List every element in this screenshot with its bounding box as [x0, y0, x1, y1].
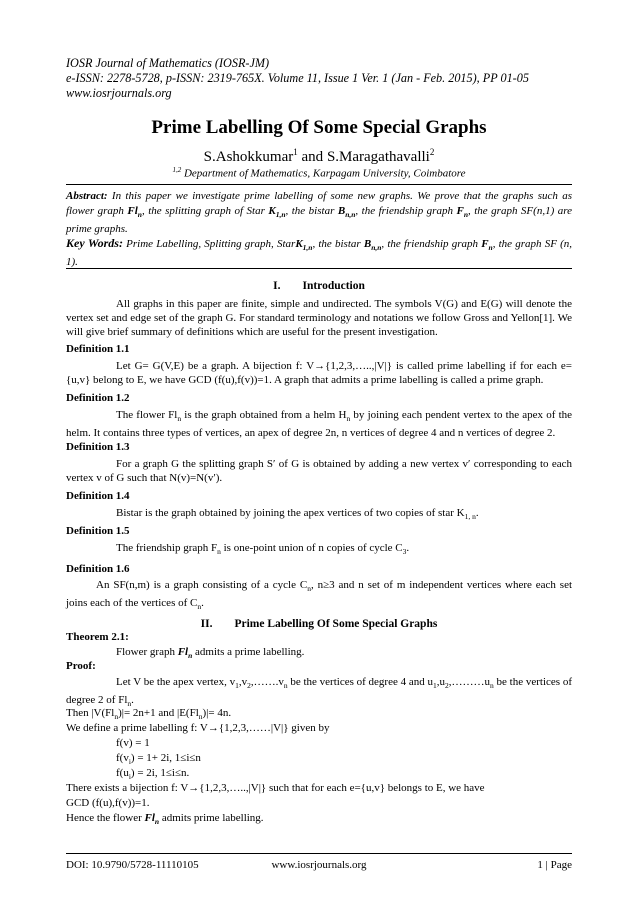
def-1-2-label: Definition 1.2	[66, 392, 130, 404]
abstract-text-4: , the friendship graph	[355, 205, 457, 217]
def-1-1-text: Let G= G(V,E) be a graph. A bijection f: V→{1,2,3,…..,|V|} is called prime labelling if for each e={u,v} belong to E, we have GCD (f(u),f(v))=1. A graph that admits a prime labelling is called a prime graph.	[66, 360, 572, 386]
abstract-bottom-rule	[66, 268, 572, 269]
def-1-5-b: is one-point union of n copies of cycle C	[220, 542, 403, 554]
kw-sym-friendship: $F_n$	[481, 238, 493, 253]
def-1-2-sub2: n	[346, 414, 351, 424]
author-2: S.Maragathavalli	[326, 149, 430, 165]
abstract-top-rule	[66, 184, 572, 185]
abstract-text-2: , the splitting graph of Star	[141, 205, 269, 217]
authors	[0, 147, 638, 166]
section-1-heading	[0, 280, 638, 292]
def-1-5-label: Definition 1.5	[66, 525, 130, 537]
keywords-text-1: Prime Labelling, Splitting graph, Star	[122, 238, 296, 250]
section-1-title: Introduction	[302, 280, 365, 292]
def-1-5-a: The friendship graph F	[116, 542, 218, 554]
abstract-text-1: In this paper we investigate prime labelling of some new graphs. We prove that the graphs such as flower graph	[66, 190, 572, 217]
def-1-6-label: Definition 1.6	[66, 563, 130, 575]
section-2-heading	[0, 618, 638, 630]
concl-sym-flower: $Fl_n$	[144, 812, 160, 827]
def-1-4-sub: 1, n	[464, 512, 476, 522]
def-1-6-sub2: n	[197, 602, 202, 612]
def-1-2-text	[66, 408, 572, 440]
intro-paragraph: All graphs in this paper are finite, simple and undirected. The symbols V(G) and E(G) will denote the vertex set and edge set of the graph G. For standard terminology and notations we follow Gross and Yellon[1]. We will give brief summary of definitions which are useful for the present investigation.	[66, 298, 572, 338]
keywords-text-4: , the graph SF (n, 1).	[66, 238, 572, 269]
abstract	[66, 189, 572, 237]
section-1-number: I.	[273, 280, 281, 292]
def-1-2-b: is the graph obtained from a helm H	[181, 409, 347, 421]
proof-bijection: There exists a bijection f: V→{1,2,3,…..,|V|} such that for each e={u,v} belongs to E, we have	[66, 782, 485, 794]
def-1-4-a: Bistar is the graph obtained by joining the apex vertices of two copies of star K	[116, 507, 465, 519]
footer-url: www.iosrjournals.org	[271, 859, 367, 871]
theorem-label: Theorem 2.1:	[66, 631, 129, 643]
theorem-stmt-b: admits a prime labelling.	[192, 646, 305, 658]
section-2-title: Prime Labelling Of Some Special Graphs	[234, 618, 438, 630]
section-2-number: II.	[200, 618, 213, 630]
theorem-stmt-a: Flower graph	[116, 646, 178, 658]
proof-define: We define a prime labelling f: V→{1,2,3,……|V|} given by	[66, 722, 330, 734]
paper-title: Prime Labelling Of Some Special Graphs	[151, 117, 487, 138]
keywords-text-2: , the bistar	[312, 238, 364, 250]
abstract-text-5: , the graph SF(n,1) are prime graphs.	[66, 205, 572, 236]
proof-label: Proof:	[66, 660, 96, 672]
sym-friendship: $F_n$	[456, 205, 468, 220]
abstract-text-3: , the bistar	[285, 205, 338, 217]
footer-page: 1 | Page	[537, 859, 572, 871]
def-1-4-text: Bistar is the graph obtained by joining the apex vertices of two copies of star $K_{1, n}$.	[116, 507, 479, 522]
department	[0, 166, 638, 180]
formula-v: $f(v_i) = 1+ 2i$, 1≤i≤n	[116, 752, 201, 767]
def-1-5-text: The friendship graph $F_n$ is one-point union of n copies of cycle $C_3$.	[116, 542, 410, 557]
def-1-5-sub1: n	[217, 547, 221, 557]
thm-sym-flower: $Fl_n$	[177, 646, 193, 661]
author-1-sup: 1	[293, 147, 298, 157]
def-1-3-text: For a graph G the splitting graph S′ of G is obtained by adding a new vertex v′ corresponding to each vertex v of G such that N(v)=N(v′).	[66, 458, 572, 484]
def-1-2-sub1: n	[177, 414, 182, 424]
author-1: S.Ashokkumar	[203, 149, 294, 165]
footer-rule	[66, 853, 572, 854]
def-1-1-label: Definition 1.1	[66, 343, 130, 355]
def-1-2-c: by joining each pendent vertex to the apex of the helm. It contains three types of vertices, an apex of degree 2n, n vertices of degree 4 and n vertices of degree 2.	[66, 409, 573, 440]
def-1-4-label: Definition 1.4	[66, 490, 130, 502]
proof-conclusion: Hence the flower $Fl_n$ admits prime labelling.	[66, 812, 264, 827]
abstract-label: Abstract:	[66, 190, 108, 202]
kw-sym-bistar: $B_{n,n}$	[363, 238, 382, 253]
sym-bistar: $B_{n,n}$	[337, 205, 356, 220]
keywords-text-3: , the friendship graph	[381, 238, 482, 250]
footer-doi: DOI: 10.9790/5728-11110105	[66, 859, 199, 871]
journal-url: www.iosrjournals.org	[66, 86, 172, 100]
author-sep: and	[297, 149, 327, 165]
def-1-6-a: An SF(n,m) is a graph consisting of a cycle C	[96, 579, 308, 591]
kw-sym-star: $K_{1,n}$	[295, 238, 313, 253]
keywords-label: Key Words:	[66, 236, 123, 250]
sym-star: $K_{1,n}$	[268, 205, 286, 220]
def-1-6-sub1: n	[307, 584, 311, 594]
proof-para-1: Let V be the apex vertex, $v_1,v_2,\dots\dots.v_n$ be the vertices of degree 4 and $u_1,u_2,\dots\dots\dots u_n$ be the vertices of degree 2 of $Fl_n$.	[66, 676, 572, 709]
formula-u: $f(u_i) = 2i$, 1≤i≤n.	[116, 767, 190, 782]
def-1-5-sub2: 3	[402, 547, 407, 557]
dept-sup: 1,2	[172, 166, 182, 174]
dept-text: Department of Mathematics, Karpagam University, Coimbatore	[183, 167, 466, 180]
def-1-3-label: Definition 1.3	[66, 441, 130, 453]
def-1-2-a: The flower Fl	[116, 409, 178, 421]
theorem-statement	[116, 645, 304, 663]
keywords	[66, 236, 572, 270]
journal-issn: e-ISSN: 2278-5728, p-ISSN: 2319-765X. Volume 11, Issue 1 Ver. 1 (Jan - Feb. 2015), PP 01-05	[66, 71, 529, 85]
sym-flower: $Fl_n$	[127, 205, 142, 220]
journal-name: IOSR Journal of Mathematics (IOSR-JM)	[66, 56, 270, 70]
def-1-6-text: An SF(n,m) is a graph consisting of a cycle $C_n$, n≥3 and n set of m independent vertices where each set joins each of the vertices of $C_n$.	[66, 579, 573, 612]
def-1-6-b: , n≥3 and n set of m independent vertices where each set joins each of the vertices of C	[66, 579, 573, 610]
proof-gcd: GCD (f(u),f(v))=1.	[66, 797, 150, 809]
formula-apex: f(v) = 1	[116, 737, 150, 749]
proof-counts: Then $|V(Fl_n)|= 2n+1$ and $|E(Fl_n)|= 4n$.	[66, 707, 232, 722]
author-2-sup: 2	[429, 147, 435, 157]
